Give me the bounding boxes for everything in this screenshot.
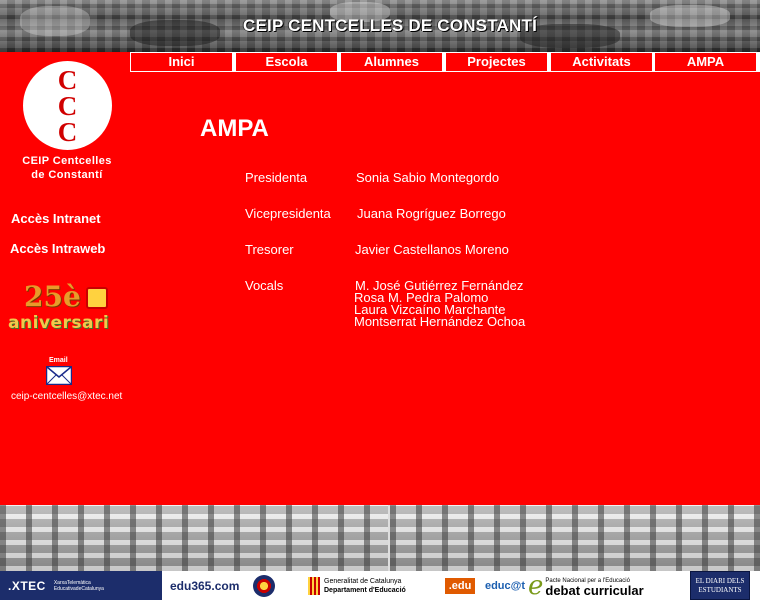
educat-logo[interactable] bbox=[482, 571, 528, 600]
debat-text-main: debat curricular bbox=[545, 582, 644, 598]
edu-dot-logo-text: .edu bbox=[445, 578, 476, 594]
member-name: Rosa M. Pedra Palomo bbox=[354, 290, 489, 305]
logo-letter: C bbox=[57, 117, 78, 147]
educat-logo-text: educ@t bbox=[484, 579, 526, 592]
member-name: Laura Vizcaíno Marchante bbox=[354, 302, 506, 317]
tab-projectes[interactable]: Projectes bbox=[446, 53, 547, 71]
school-logo bbox=[23, 61, 112, 150]
link-intranet[interactable]: Accès Intranet bbox=[11, 211, 101, 226]
email-address-link[interactable]: ceip-centcelles@xtec.net bbox=[11, 391, 123, 402]
logo-letter: C bbox=[57, 91, 78, 121]
member-name: Juana Rogríguez Borrego bbox=[357, 206, 506, 221]
gencat-line2: Departament d'Educació bbox=[324, 586, 406, 594]
role-label: Presidenta bbox=[245, 170, 308, 185]
xtec-subtitle-line1: XarxaTelemàtica bbox=[53, 579, 91, 586]
tab-activitats[interactable]: Activitats bbox=[551, 53, 652, 71]
email-button[interactable] bbox=[44, 357, 74, 387]
edu365-logo[interactable] bbox=[164, 571, 302, 600]
edu-dot-logo[interactable] bbox=[440, 571, 480, 600]
tab-ampa[interactable]: AMPA bbox=[655, 53, 756, 71]
gencat-text bbox=[324, 577, 406, 595]
xtec-logo-text: .XTEC bbox=[8, 578, 46, 593]
member-name: Sonia Sabio Montegordo bbox=[356, 170, 500, 185]
partner-logos-bar bbox=[0, 571, 760, 600]
debat-text bbox=[545, 576, 643, 596]
tab-escola[interactable]: Escola bbox=[236, 53, 337, 71]
diari-line2: ESTUDIANTS bbox=[698, 585, 742, 594]
logo-caption-line1: CEIP Centcelles bbox=[22, 155, 112, 167]
link-intraweb[interactable]: Accès Intraweb bbox=[10, 241, 106, 256]
email-label: Email bbox=[49, 357, 68, 364]
gencat-line1: Generalitat de Catalunya bbox=[324, 577, 402, 585]
tab-inici[interactable]: Inici bbox=[131, 53, 232, 71]
school-photo-strip bbox=[0, 505, 760, 571]
anniversary-number: 25è bbox=[24, 280, 81, 313]
member-name: Javier Castellanos Moreno bbox=[355, 242, 509, 257]
edu365-logo-text: edu365.com bbox=[170, 578, 240, 593]
xtec-subtitle bbox=[54, 580, 104, 592]
xtec-logo[interactable] bbox=[0, 571, 162, 600]
member-name: M. José Gutiérrez Fernández bbox=[355, 278, 524, 293]
site-title: CEIP CENTCELLES DE CONSTANTÍ bbox=[243, 16, 537, 35]
role-label: Vocals bbox=[245, 278, 284, 293]
pacte-small-text: Pacte Nacional per a l'Educació bbox=[545, 577, 630, 584]
role-label: Tresorer bbox=[245, 242, 294, 257]
gencat-shield-icon bbox=[308, 577, 320, 595]
anniversary-word: aniversari bbox=[8, 313, 110, 333]
logo-letter: C bbox=[57, 65, 78, 95]
logo-caption-line2: de Constantí bbox=[31, 169, 103, 181]
member-name: Montserrat Hernández Ochoa bbox=[354, 314, 526, 329]
photo-divider bbox=[388, 505, 390, 571]
envelope-icon bbox=[46, 366, 72, 385]
main-nav bbox=[130, 52, 760, 72]
diari-estudiants-logo[interactable] bbox=[690, 571, 750, 600]
debat-curricular-logo[interactable] bbox=[528, 571, 682, 600]
anniversary-picture-icon bbox=[86, 287, 108, 309]
diari-line1: EL DIARI DELS bbox=[695, 576, 745, 585]
gencat-logo[interactable] bbox=[306, 571, 436, 600]
page-title: AMPA bbox=[200, 115, 269, 142]
anniversary-badge[interactable] bbox=[8, 280, 112, 339]
pacte-e-icon: e bbox=[528, 571, 544, 600]
edu365-globe-icon bbox=[253, 575, 275, 597]
role-label: Vicepresidenta bbox=[245, 206, 331, 221]
tab-alumnes[interactable]: Alumnes bbox=[341, 53, 442, 71]
xtec-subtitle-line2: EducativadeCatalunya bbox=[53, 585, 104, 592]
header-banner bbox=[0, 0, 760, 52]
